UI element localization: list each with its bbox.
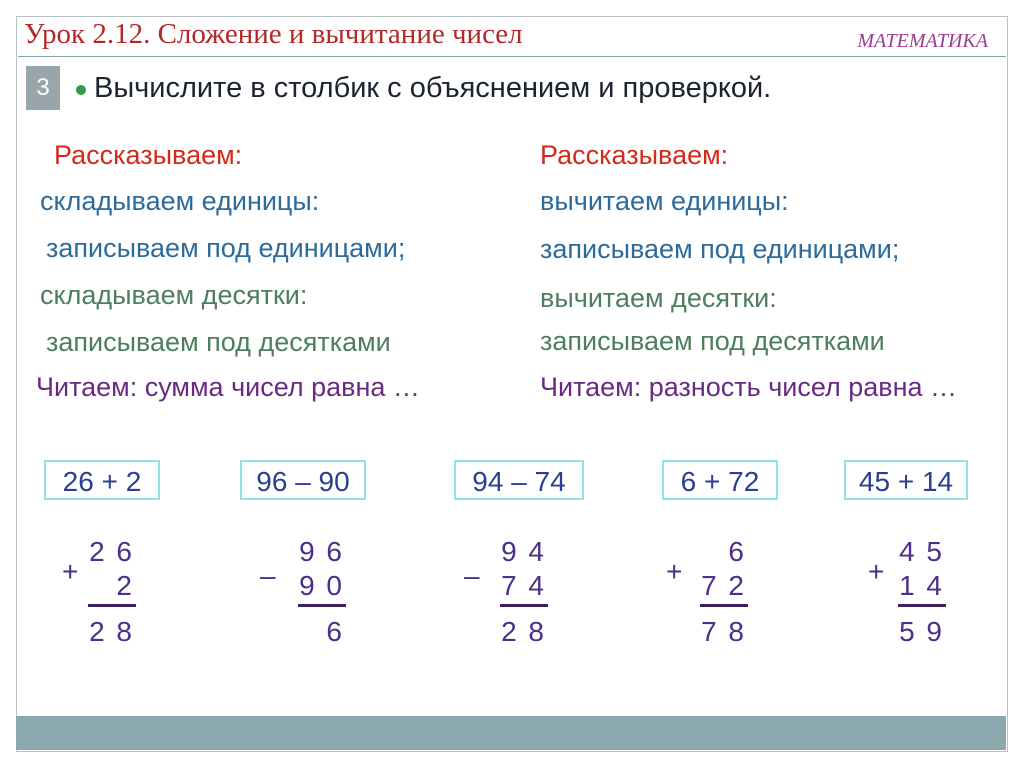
exercise-4-sign: + — [666, 556, 683, 587]
exercise-1-result: 2 8 — [89, 616, 134, 647]
subject-label: МАТЕМАТИКА — [857, 30, 988, 52]
exercise-5-bottom: 1 4 — [899, 570, 944, 601]
exercise-3-result: 2 8 — [501, 616, 546, 647]
exercise-4-bar — [700, 604, 748, 607]
exercise-3-box: 94 – 74 — [454, 460, 584, 500]
left-step-5: Читаем: сумма чисел равна … — [36, 372, 420, 402]
left-step-3: складываем десятки: — [40, 280, 308, 310]
exercise-2-top: 9 6 — [299, 536, 344, 567]
exercise-4-box: 6 + 72 — [662, 460, 778, 500]
exercise-2-bottom: 9 0 — [299, 570, 344, 601]
exercise-2-box: 96 – 90 — [240, 460, 366, 500]
exercise-5-box: 45 + 14 — [844, 460, 968, 500]
exercise-2-result: 6 — [326, 616, 344, 647]
exercise-4-result: 7 8 — [701, 616, 746, 647]
left-step-1: складываем единицы: — [40, 186, 320, 216]
exercise-5-bar — [898, 604, 946, 607]
exercise-1-top: 2 6 — [89, 536, 134, 567]
exercise-1-bar — [88, 604, 136, 607]
exercise-1-bottom: 2 — [116, 570, 134, 601]
bullet-icon — [76, 85, 86, 95]
exercise-4-bottom: 7 2 — [701, 570, 746, 601]
right-step-4: записываем под десятками — [540, 326, 885, 356]
right-step-3: вычитаем десятки: — [540, 283, 777, 313]
task-number-badge: 3 — [26, 66, 60, 110]
exercise-4-top: 6 — [728, 536, 746, 567]
right-step-2: записываем под единицами; — [540, 234, 900, 264]
page-title: Урок 2.12. Сложение и вычитание чисел — [24, 18, 523, 50]
right-step-5: Читаем: разность чисел равна … — [540, 372, 958, 402]
title-divider — [18, 56, 1006, 57]
exercise-5-result: 5 9 — [899, 616, 944, 647]
footer-bar — [16, 716, 1006, 750]
exercise-5-sign: + — [868, 556, 885, 587]
exercise-1-sign: + — [62, 556, 79, 587]
left-heading: Рассказываем: — [54, 140, 243, 170]
right-step-1: вычитаем единицы: — [540, 186, 789, 216]
exercise-2-bar — [298, 604, 346, 607]
exercise-3-bottom: 7 4 — [501, 570, 546, 601]
exercise-2-sign: – — [260, 560, 276, 591]
exercise-5-top: 4 5 — [899, 536, 944, 567]
exercise-3-sign: – — [464, 560, 480, 591]
task-instruction: Вычислите в столбик с объяснением и проверкой. — [94, 72, 772, 104]
left-step-4: записываем под десятками — [46, 327, 391, 357]
right-heading: Рассказываем: — [540, 140, 729, 170]
left-step-2: записываем под единицами; — [46, 233, 406, 263]
exercise-1-box: 26 + 2 — [44, 460, 160, 500]
exercise-3-bar — [500, 604, 548, 607]
exercise-3-top: 9 4 — [501, 536, 546, 567]
